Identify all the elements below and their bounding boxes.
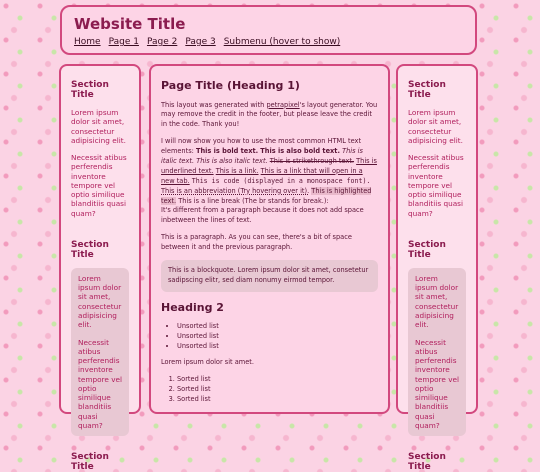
list-item: 3. Sorted list bbox=[177, 395, 378, 405]
site-title: Website Title bbox=[74, 15, 186, 33]
sidebar-text: Necessit atibus perferendis inventore tempore vel optio similique blanditiis quasi quam? bbox=[78, 337, 123, 430]
elements-paragraph: I will now show you how to use the most common HTML text elements: This is bold text. This is also bold text. This is italic text. This is also italic text. This is strikethrough text. This is underlined text. This is a link. This is a link that will open in a new tab. This is code (displayed in a monospace font). This is an abbreviation (Try hovering over it). This is highlighted text. This is a line break (The br stands for break.): It's different from a paragraph because it does not add space inbetween the lines of text. bbox=[161, 137, 377, 225]
nav-link-submenu[interactable]: Submenu (hover to show) bbox=[223, 37, 341, 47]
section-title: Section Title bbox=[408, 239, 446, 260]
italic-text-2: This is also italic text. bbox=[196, 156, 268, 165]
section-title: Section Title bbox=[408, 452, 446, 472]
left-sidebar bbox=[59, 64, 141, 472]
heading-2: Heading 2 bbox=[161, 300, 224, 314]
sidebar-text: Lorem ipsum dolor sit amet, consectetur adipisicing elit. bbox=[78, 273, 122, 330]
nav-link-page-1[interactable]: Page 1 bbox=[108, 37, 139, 47]
strike-text: This is strikethrough text. bbox=[269, 156, 355, 165]
blockquote: This is a blockquote. Lorem ipsum dolor sit amet, consetetur sadipscing elitr, sed diam nonumy eirmod tempor. bbox=[161, 260, 378, 292]
list-item: 2. Sorted list bbox=[177, 385, 378, 395]
highlight-text: This is highlighted text. bbox=[161, 186, 372, 205]
code-text: This is code (displayed in a monospace font). bbox=[191, 176, 371, 185]
bold-text: This is bold text. bbox=[195, 147, 259, 156]
section-title: Section Title bbox=[71, 80, 109, 100]
list-item: 1. Sorted list bbox=[177, 375, 378, 385]
site-header bbox=[60, 5, 477, 55]
list-item: • Unsorted list bbox=[177, 322, 378, 332]
lorem-paragraph: Lorem ipsum dolor sit amet. bbox=[161, 357, 254, 366]
list-item: • Unsorted list bbox=[177, 342, 378, 352]
sidebar-text: Necessit atibus perferendis inventore tempore vel optio similique blanditiis quasi quam? bbox=[408, 153, 464, 218]
abbreviation[interactable]: This is an abbreviation (Try hovering over it). bbox=[161, 186, 310, 195]
example-link[interactable]: This is a link. bbox=[215, 166, 259, 175]
underline-text: This is underlined text. bbox=[161, 156, 377, 175]
section-title: Section Title bbox=[71, 452, 109, 472]
bold-text-2: This is also bold text. bbox=[260, 147, 340, 156]
sidebar-text: Lorem ipsum dolor sit amet, consectetur adipisicing elit. bbox=[71, 108, 126, 145]
credit-link[interactable]: petrapixel bbox=[266, 100, 300, 109]
sidebar-text: Necessit atibus perferendis inventore tempore vel optio similique blanditiis quasi quam? bbox=[415, 337, 460, 430]
paragraph: This is a paragraph. As you can see, there's a bit of space between it and the previous paragraph. bbox=[161, 233, 352, 252]
right-sidebar bbox=[396, 64, 478, 472]
intro-paragraph: This layout was generated with petrapixel's layout generator. You may remove the credit in the footer, but please leave the credit in the code. Thank you! bbox=[161, 100, 378, 129]
nav-link-home[interactable]: Home bbox=[74, 37, 101, 47]
sidebar-text: Lorem ipsum dolor sit amet, consectetur adipisicing elit. bbox=[408, 108, 463, 145]
section-title: Section Title bbox=[408, 80, 446, 100]
italic-text: This is italic text. bbox=[161, 147, 363, 165]
sidebar-box bbox=[71, 268, 129, 436]
nav-link-page-2[interactable]: Page 2 bbox=[146, 37, 178, 47]
main-nav bbox=[74, 37, 463, 47]
sidebar-text: Necessit atibus perferendis inventore tempore vel optio similique blanditiis quasi quam? bbox=[71, 153, 127, 218]
sidebar-text: Lorem ipsum dolor sit amet, consectetur adipisicing elit. bbox=[415, 273, 459, 330]
sidebar-box bbox=[408, 268, 466, 436]
sorted-list bbox=[161, 375, 378, 405]
example-link-new-tab[interactable]: This is a link that will open in a new tab. bbox=[161, 166, 363, 185]
main-content bbox=[149, 64, 390, 414]
page-title: Page Title (Heading 1) bbox=[161, 79, 300, 92]
list-item: • Unsorted list bbox=[177, 332, 378, 342]
nav-link-page-3[interactable]: Page 3 bbox=[185, 37, 216, 47]
section-title: Section Title bbox=[71, 239, 109, 260]
unsorted-list bbox=[161, 322, 378, 352]
